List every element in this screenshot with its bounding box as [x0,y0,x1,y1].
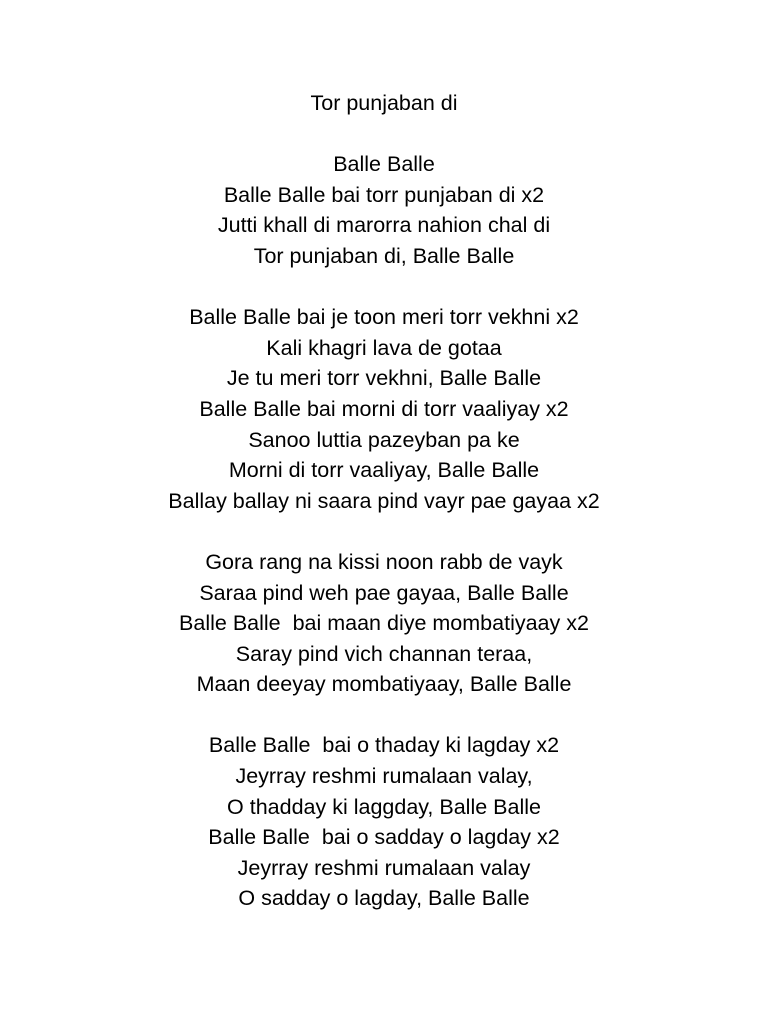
lyric-line: Jutti khall di marorra nahion chal di [217,213,551,238]
stanza-gap [0,272,768,303]
lyric-line: Maan deeyay mombatiyaay, Balle Balle [196,672,572,697]
lyric-line: Je tu meri torr vekhni, Balle Balle [226,366,542,391]
lyric-line: Balle Balle bai o thaday ki lagday x2 [208,733,560,758]
lyric-line: Balle Balle bai o sadday o lagday x2 [208,825,560,850]
lyric-line: Sanoo luttia pazeyban pa ke [248,427,520,452]
stanza-gap [0,119,768,150]
lyric-line: O thadday ki laggday, Balle Balle [227,794,541,819]
lyric-line: Kali khagri lava de gotaa [266,335,502,360]
lyric-line: Balle Balle bai morni di torr vaaliyay x2 [199,396,569,421]
stanza-1 [0,149,768,271]
lyric-line: Jeyrray reshmi rumalaan valay [237,855,531,880]
song-title: Tor punjaban di [310,91,458,115]
lyric-line: Saray pind vich channan teraa, [235,641,533,666]
lyric-line: Balle Balle bai torr punjaban di x2 [223,182,545,207]
lyric-line: Gora rang na kissi noon rabb de vayk [205,549,563,574]
lyric-line: Morni di torr vaaliyay, Balle Balle [228,458,540,483]
lyric-line: O sadday o lagday, Balle Balle [238,886,530,911]
lyric-line: Balle Balle bai je toon meri torr vekhni x2 [189,305,579,330]
lyric-line: Ballay ballay ni saara pind vayr pae gayaa x2 [168,488,600,513]
stanza-4 [0,730,768,914]
lyric-line: Balle Balle [333,152,435,177]
lyric-line: Tor punjaban di, Balle Balle [253,243,515,268]
lyrics-page [0,88,768,914]
stanza-gap [0,700,768,731]
lyric-line: Jeyrray reshmi rumalaan valay, [235,764,533,789]
stanza-gap [0,516,768,547]
lyric-line: Balle Balle bai maan diye mombatiyaay x2 [179,611,589,636]
stanza-3 [0,547,768,700]
lyric-line: Saraa pind weh pae gayaa, Balle Balle [199,580,569,605]
stanza-2 [0,302,768,516]
